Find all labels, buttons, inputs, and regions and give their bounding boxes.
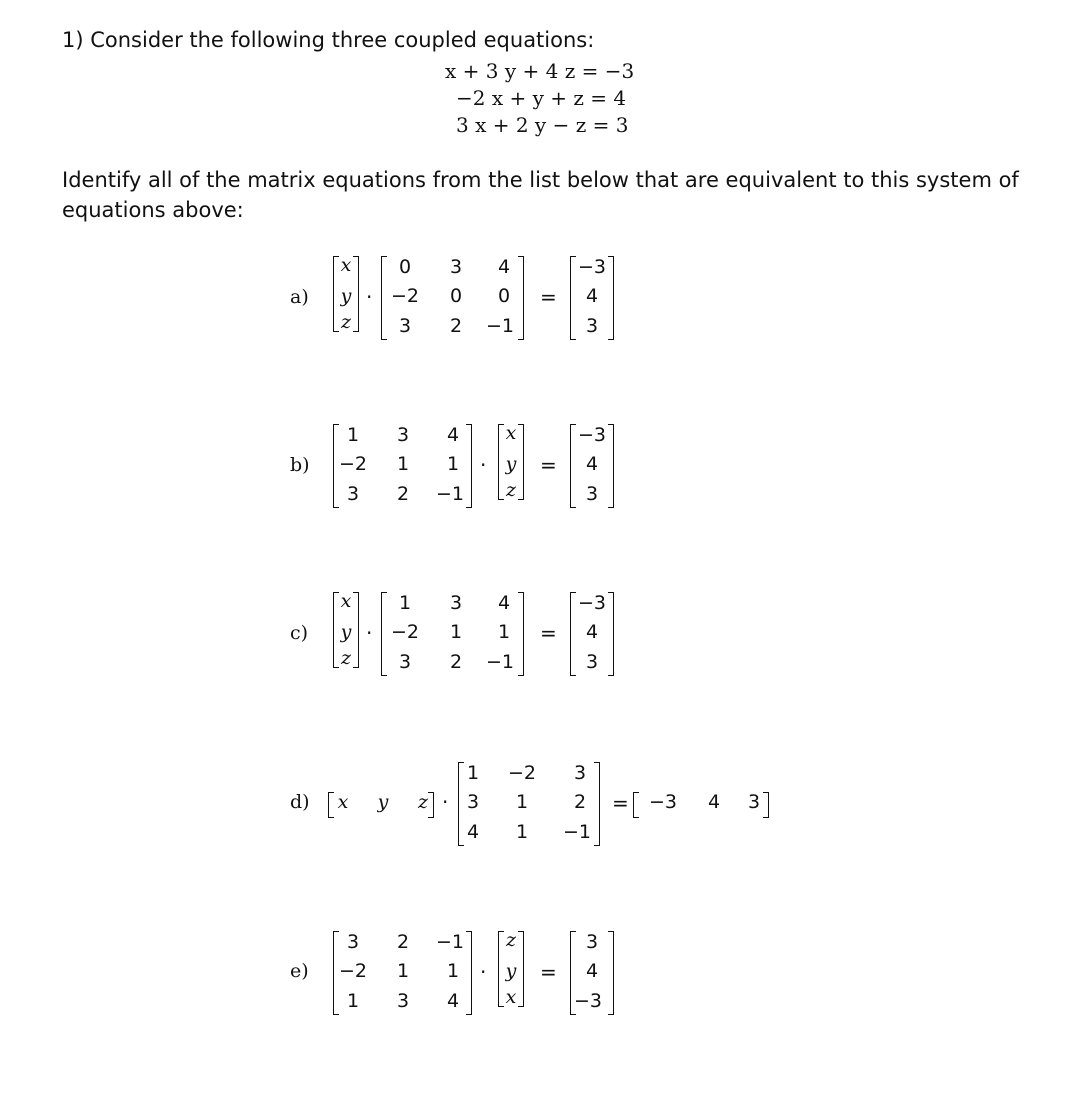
matrix-entry: 3 — [346, 483, 360, 505]
instruction-text: Identify all of the matrix equations from the list below that are equivalent to this system of equations above: — [62, 168, 1019, 222]
matrix-entry: 3 — [573, 762, 587, 784]
equation-system — [445, 58, 634, 139]
right-bracket — [518, 931, 524, 1007]
row-vector-entry: z — [417, 791, 428, 813]
matrix-entry: 4 — [446, 990, 460, 1012]
vector-entry: y — [340, 621, 352, 643]
dot-symbol: · — [366, 621, 373, 645]
matrix-entry: 3 — [449, 256, 463, 278]
right-bracket — [466, 931, 472, 1015]
matrix-entry: 2 — [449, 651, 463, 673]
vector-entry: z — [340, 311, 351, 333]
matrix-entry: 1 — [449, 621, 463, 643]
dot-symbol: · — [480, 960, 487, 984]
right-bracket — [608, 931, 614, 1015]
right-bracket — [608, 256, 614, 340]
option-label: a) — [290, 286, 309, 308]
vector-entry: y — [505, 453, 517, 475]
right-bracket — [466, 424, 472, 508]
rhs-row-entry: 3 — [747, 791, 761, 813]
matrix-entry: −1 — [435, 931, 464, 953]
row-vector-entry: y — [377, 791, 389, 813]
rhs-entry: −3 — [577, 592, 606, 614]
vector-entry: x — [505, 422, 517, 444]
matrix-entry: 1 — [346, 990, 360, 1012]
matrix-entry: 3 — [398, 315, 412, 337]
right-bracket — [518, 592, 524, 676]
matrix-entry: 2 — [396, 483, 410, 505]
matrix-entry: 4 — [497, 256, 511, 278]
matrix-entry: 1 — [497, 621, 511, 643]
matrix-entry: 1 — [346, 424, 360, 446]
vector-entry: x — [340, 590, 352, 612]
equation-1: x + 3 y + 4 z = −3 — [445, 59, 635, 83]
matrix-entry: −1 — [485, 315, 514, 337]
rhs-entry: −3 — [577, 424, 606, 446]
right-bracket — [518, 256, 524, 340]
matrix-entry: 3 — [398, 651, 412, 673]
vector-entry: y — [505, 960, 517, 982]
matrix-entry: 3 — [396, 424, 410, 446]
dot-symbol: · — [366, 285, 373, 309]
right-bracket — [518, 424, 524, 500]
matrix-entry: −2 — [338, 453, 367, 475]
matrix-entry: −2 — [390, 285, 419, 307]
rhs-entry: 4 — [585, 960, 599, 982]
option-label: d) — [290, 791, 310, 813]
vector-entry: x — [505, 986, 517, 1008]
matrix-entry: 3 — [466, 791, 480, 813]
rhs-entry: 3 — [585, 931, 599, 953]
matrix-entry: −1 — [435, 483, 464, 505]
matrix-entry: 1 — [446, 453, 460, 475]
vector-entry: z — [340, 647, 351, 669]
rhs-entry: 3 — [585, 315, 599, 337]
rhs-row-entry: −3 — [648, 791, 677, 813]
right-bracket — [608, 592, 614, 676]
right-bracket — [608, 424, 614, 508]
rhs-row-entry: 4 — [707, 791, 721, 813]
matrix-entry: −2 — [507, 762, 536, 784]
matrix-entry: 4 — [466, 821, 480, 843]
matrix-entry: 1 — [398, 592, 412, 614]
dot-symbol: · — [480, 453, 487, 477]
right-bracket — [763, 792, 769, 818]
equals-symbol: = — [540, 621, 557, 645]
matrix-entry: 1 — [446, 960, 460, 982]
right-bracket — [353, 592, 359, 668]
rhs-entry: 4 — [585, 285, 599, 307]
rhs-entry: −3 — [577, 256, 606, 278]
matrix-entry: 1 — [396, 453, 410, 475]
equals-symbol: = — [612, 791, 629, 815]
matrix-entry: 1 — [396, 960, 410, 982]
matrix-entry: 3 — [396, 990, 410, 1012]
matrix-entry: 3 — [449, 592, 463, 614]
rhs-entry: 4 — [585, 453, 599, 475]
matrix-entry: 1 — [466, 762, 480, 784]
row-vector-entry: x — [337, 791, 349, 813]
equation-3: 3 x + 2 y − z = 3 — [456, 113, 629, 137]
rhs-entry: 4 — [585, 621, 599, 643]
right-bracket — [428, 792, 434, 818]
rhs-entry: −3 — [573, 990, 602, 1012]
equals-symbol: = — [540, 960, 557, 984]
left-bracket — [633, 792, 639, 818]
dot-symbol: · — [442, 790, 449, 814]
equation-2: −2 x + y + z = 4 — [456, 86, 627, 110]
right-bracket — [594, 762, 600, 846]
matrix-entry: −2 — [390, 621, 419, 643]
vector-entry: z — [505, 479, 516, 501]
matrix-entry: 3 — [346, 931, 360, 953]
rhs-entry: 3 — [585, 651, 599, 673]
matrix-entry: 0 — [497, 285, 511, 307]
option-label: b) — [290, 454, 310, 476]
question-title: 1) Consider the following three coupled equations: — [62, 28, 595, 52]
matrix-entry: 2 — [573, 791, 587, 813]
rhs-entry: 3 — [585, 483, 599, 505]
right-bracket — [353, 256, 359, 332]
matrix-entry: −2 — [338, 960, 367, 982]
matrix-entry: −1 — [562, 821, 591, 843]
matrix-entry: 0 — [449, 285, 463, 307]
vector-entry: x — [340, 254, 352, 276]
equals-symbol: = — [540, 453, 557, 477]
vector-entry: y — [340, 285, 352, 307]
equals-symbol: = — [540, 285, 557, 309]
matrix-entry: 2 — [449, 315, 463, 337]
option-label: e) — [290, 960, 309, 982]
matrix-entry: 0 — [398, 256, 412, 278]
matrix-entry: 4 — [497, 592, 511, 614]
option-label: c) — [290, 622, 309, 644]
matrix-entry: 2 — [396, 931, 410, 953]
matrix-entry: 1 — [515, 791, 529, 813]
matrix-entry: 1 — [515, 821, 529, 843]
vector-entry: z — [505, 929, 516, 951]
matrix-entry: −1 — [485, 651, 514, 673]
matrix-entry: 4 — [446, 424, 460, 446]
